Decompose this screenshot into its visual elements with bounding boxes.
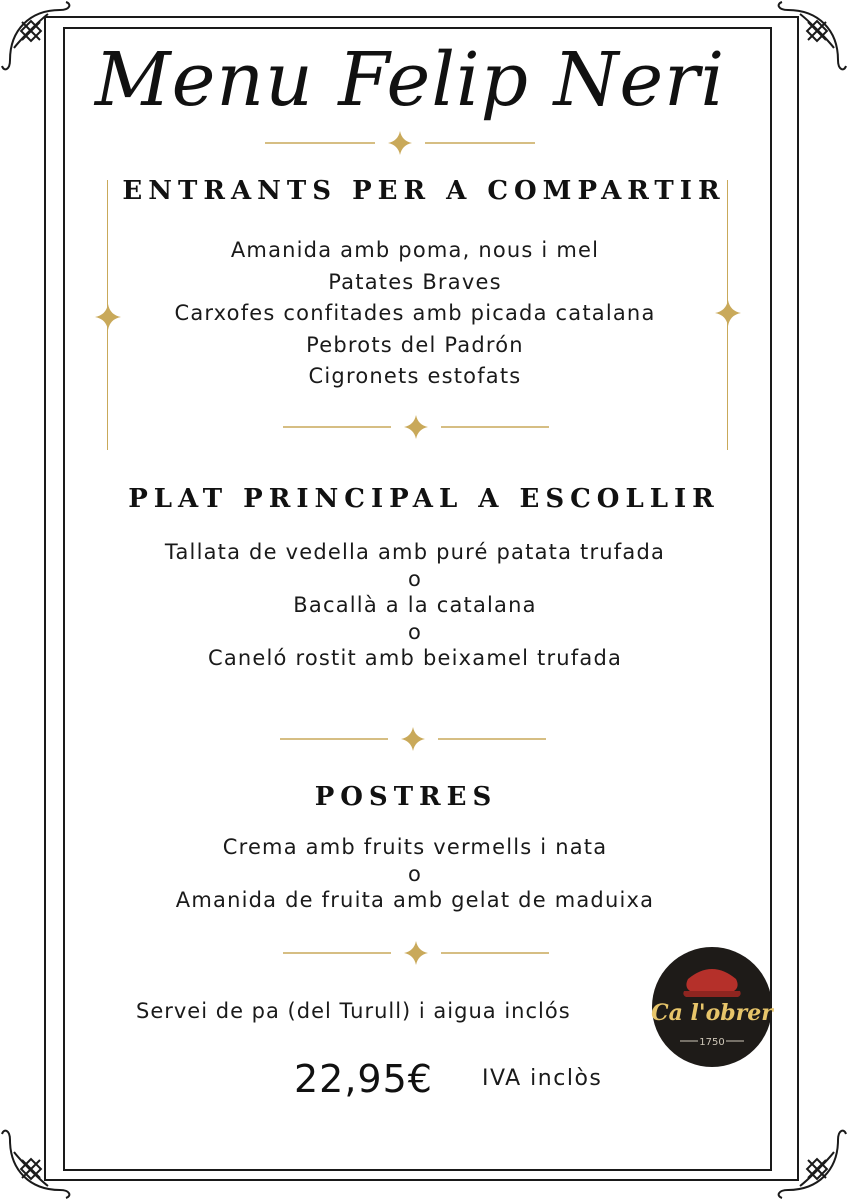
gold-divider-title bbox=[265, 128, 535, 158]
tax-note: IVA inclòs bbox=[482, 1066, 603, 1091]
list-item: Carxofes confitades amb picada catalana bbox=[174, 301, 656, 325]
list-item: Crema amb fruits vermells i nata bbox=[222, 835, 608, 859]
desserts-list bbox=[0, 834, 830, 914]
list-item: Amanida de fruita amb gelat de maduixa bbox=[175, 888, 655, 912]
service-note: Servei de pa (del Turull) i aigua inclós bbox=[136, 999, 571, 1023]
logo-name: Ca l'obrer bbox=[651, 1000, 773, 1026]
ornament-corner-bottom-left-icon bbox=[0, 1120, 80, 1200]
list-item: Bacallà a la catalana bbox=[293, 593, 537, 617]
ornament-corner-bottom-right-icon bbox=[768, 1120, 848, 1200]
gold-divider-main bbox=[280, 724, 546, 754]
list-item: Tallata de vedella amb puré patata trufada bbox=[164, 540, 666, 564]
list-item: Pebrots del Padrón bbox=[306, 332, 524, 357]
logo-year: 1750 bbox=[699, 1037, 725, 1048]
section-heading-starters: ENTRANTS PER A COMPARTIR bbox=[122, 176, 726, 206]
section-heading-main: PLAT PRINCIPAL A ESCOLLIR bbox=[128, 484, 720, 514]
menu-price: 22,95€ bbox=[294, 1057, 433, 1101]
list-item: o bbox=[407, 566, 423, 591]
list-item: o bbox=[407, 619, 423, 644]
section-heading-desserts: POSTRES bbox=[314, 782, 498, 812]
gold-divider-desserts bbox=[283, 938, 549, 968]
main-list bbox=[0, 539, 830, 672]
gold-divider-starters bbox=[283, 412, 549, 442]
list-item: Amanida amb poma, nous i mel bbox=[230, 238, 600, 262]
list-item: Cigronets estofats bbox=[308, 364, 522, 388]
ornament-corner-top-right-icon bbox=[768, 0, 848, 80]
list-item: o bbox=[407, 861, 423, 886]
list-item: Caneló rostit amb beixamel trufada bbox=[207, 646, 623, 670]
starters-list bbox=[0, 235, 830, 393]
list-item: Patates Braves bbox=[328, 269, 502, 294]
menu-title: Menu Felip Neri bbox=[94, 37, 726, 123]
restaurant-logo bbox=[650, 945, 774, 1069]
